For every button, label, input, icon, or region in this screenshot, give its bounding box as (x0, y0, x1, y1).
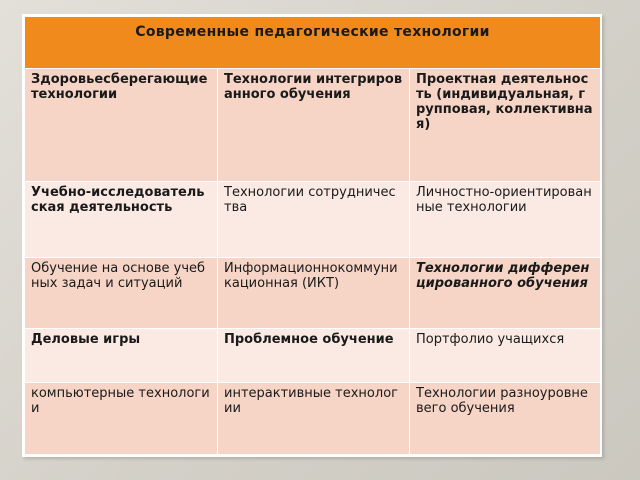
technologies-table (24, 16, 601, 455)
table-row (25, 257, 601, 328)
slide-frame (22, 14, 602, 457)
cell-differentiated-learning: Технологии дифференцированного обучения (410, 257, 601, 328)
cell-portfolio: Портфолио учащихся (410, 328, 601, 383)
cell-interactive-technologies: интерактивные технологии (218, 383, 410, 455)
cell-ict: Информационнокоммуникационная (ИКТ) (218, 257, 410, 328)
cell-health-saving: Здоровьесберегающие технологии (25, 68, 218, 181)
table-row (25, 181, 601, 257)
cell-computer-technologies: компьютерные технологии (25, 383, 218, 455)
table-row (25, 68, 601, 181)
cell-learning-tasks: Обучение на основе учебных задач и ситуаций (25, 257, 218, 328)
cell-project-activity: Проектная деятельность (индивидуальная, групповая, коллективная) (410, 68, 601, 181)
cell-personal-oriented: Личностно-ориентированные технологии (410, 181, 601, 257)
cell-problem-learning: Проблемное обучение (218, 328, 410, 383)
table-row (25, 328, 601, 383)
cell-business-games: Деловые игры (25, 328, 218, 383)
cell-cooperation: Технологии сотрудничества (218, 181, 410, 257)
cell-multilevel-learning: Технологии разноуровневего обучения (410, 383, 601, 455)
table-title: Современные педагогические технологии (25, 17, 601, 69)
cell-integrated-learning: Технологии интегрированного обучения (218, 68, 410, 181)
cell-research-activity: Учебно-исследовательская деятельность (25, 181, 218, 257)
table-row (25, 383, 601, 455)
